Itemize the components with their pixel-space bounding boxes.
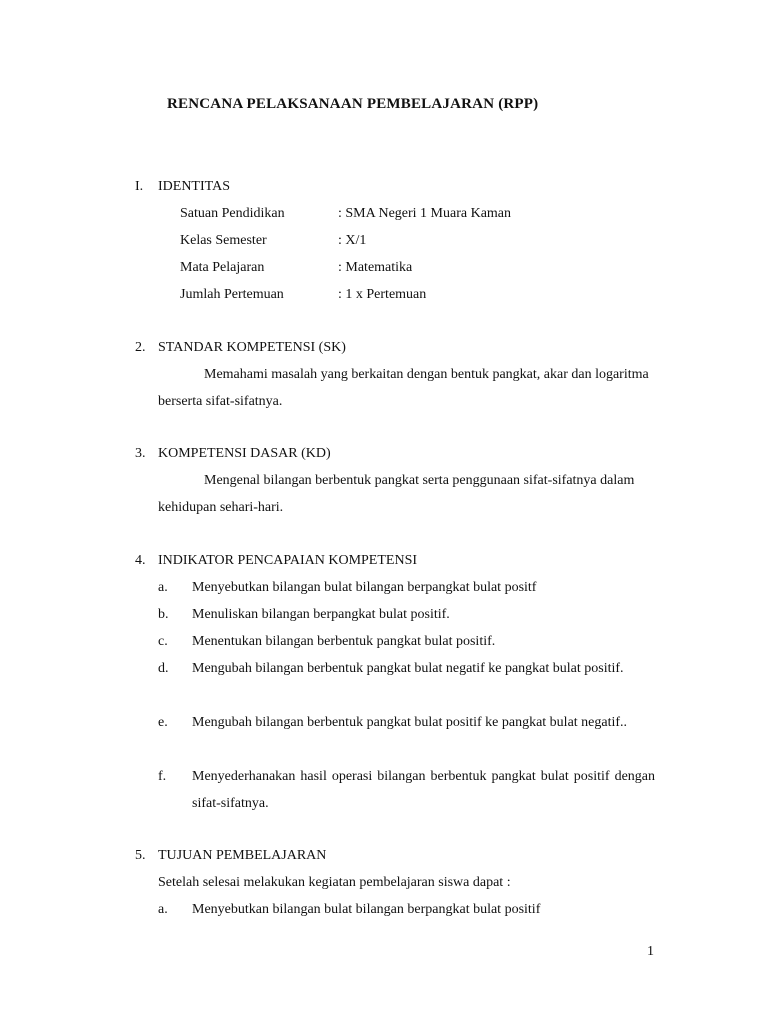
section-heading-identitas: IDENTITAS xyxy=(158,179,230,194)
section-paragraph-sk: Memahami masalah yang berkaitan dengan bentuk pangkat, akar dan logaritma berserta sifat-sifatnya. xyxy=(158,367,649,409)
list-item-letter: a. xyxy=(158,902,168,917)
section-number-identitas: I. xyxy=(135,179,144,194)
list-item-text: Menyebutkan bilangan bulat bilangan berpangkat bulat positif xyxy=(192,902,541,917)
list-item-letter: e. xyxy=(158,715,168,730)
identitas-label: Jumlah Pertemuan xyxy=(180,287,284,302)
list-item-text: Menyebutkan bilangan bulat bilangan berpangkat bulat positf xyxy=(192,580,537,595)
identitas-label: Kelas Semester xyxy=(180,233,267,248)
list-item-letter: a. xyxy=(158,580,168,595)
section-number-indikator: 4. xyxy=(135,553,146,568)
section-heading-tujuan: TUJUAN PEMBELAJARAN xyxy=(158,848,327,863)
list-item-text: Menuliskan bilangan berpangkat bulat positif. xyxy=(192,607,450,622)
section-number-sk: 2. xyxy=(135,340,146,355)
list-item-text: Menyederhanakan hasil operasi bilangan berbentuk pangkat bulat positif dengan sifat-sifatnya. xyxy=(192,769,655,811)
identitas-value: : Matematika xyxy=(338,260,413,275)
section-heading-indikator: INDIKATOR PENCAPAIAN KOMPETENSI xyxy=(158,553,418,568)
section-paragraph-kd: Mengenal bilangan berbentuk pangkat serta penggunaan sifat-sifatnya dalam kehidupan sehari-hari. xyxy=(158,473,635,515)
identitas-label: Mata Pelajaran xyxy=(180,260,265,275)
section-heading-sk: STANDAR KOMPETENSI (SK) xyxy=(158,340,346,355)
page-title: RENCANA PELAKSANAAN PEMBELAJARAN (RPP) xyxy=(167,96,539,112)
list-item-letter: c. xyxy=(158,634,168,649)
list-item-text: Menentukan bilangan berbentuk pangkat bulat positif. xyxy=(192,634,496,649)
page-number: 1 xyxy=(647,944,654,959)
list-item-letter: d. xyxy=(158,661,169,676)
list-item-letter: f. xyxy=(158,769,167,784)
identitas-value: : X/1 xyxy=(338,233,367,248)
identitas-label: Satuan Pendidikan xyxy=(180,206,285,221)
section-number-tujuan: 5. xyxy=(135,848,146,863)
section-heading-kd: KOMPETENSI DASAR (KD) xyxy=(158,446,331,461)
identitas-value: : SMA Negeri 1 Muara Kaman xyxy=(338,206,512,221)
section-intro-tujuan: Setelah selesai melakukan kegiatan pembelajaran siswa dapat : xyxy=(158,875,511,890)
list-item-text: Mengubah bilangan berbentuk pangkat bulat positif ke pangkat bulat negatif.. xyxy=(192,715,628,730)
section-number-kd: 3. xyxy=(135,446,146,461)
identitas-value: : 1 x Pertemuan xyxy=(338,287,427,302)
list-item-letter: b. xyxy=(158,607,169,622)
list-item-text: Mengubah bilangan berbentuk pangkat bulat negatif ke pangkat bulat positif. xyxy=(192,661,624,676)
